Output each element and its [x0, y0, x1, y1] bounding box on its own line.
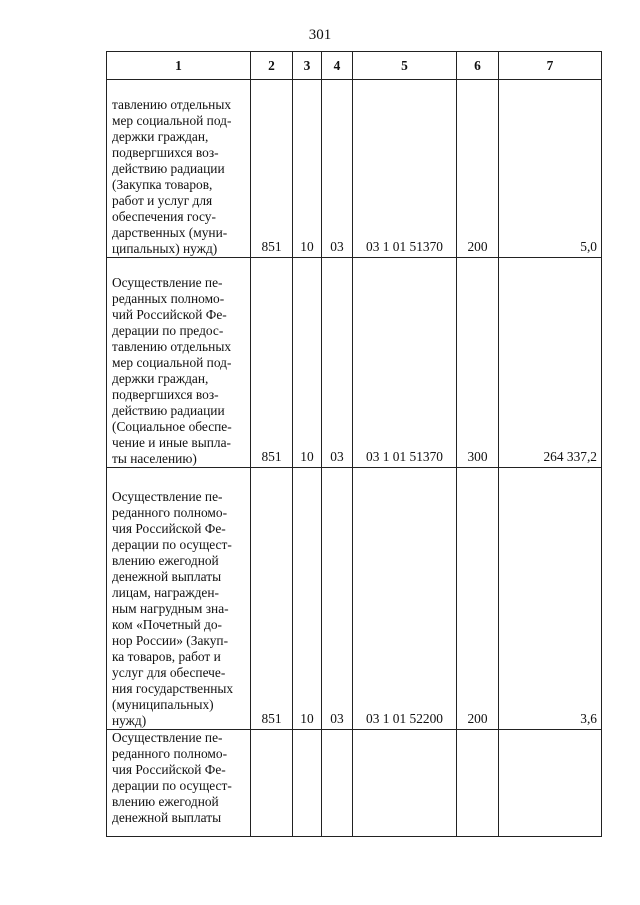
cell-section: 10	[293, 258, 322, 468]
cell-ministry-code	[251, 730, 293, 837]
cell-subsection: 03	[322, 258, 353, 468]
column-header-5: 5	[353, 52, 457, 80]
budget-table	[106, 51, 602, 837]
column-header-1: 1	[107, 52, 251, 80]
column-header-4: 4	[322, 52, 353, 80]
column-header-2: 2	[251, 52, 293, 80]
table-row	[107, 468, 602, 730]
cell-target-article	[353, 730, 457, 837]
cell-amount: 5,0	[499, 80, 602, 258]
column-header-3: 3	[293, 52, 322, 80]
cell-ministry-code: 851	[251, 468, 293, 730]
row-description: Осуществление пе- реданного полномо- чия Российской Фе- дерации по осущест- влению ежегодной денежной выплаты лицам, награжден- ным нагрудным зна- ком «Почетный до- нор России» (Закуп- ка товаров, работ и услуг для обеспече- ния государственных (муниципальных) нужд)	[107, 468, 251, 730]
column-header-7: 7	[499, 52, 602, 80]
cell-expense-type: 300	[457, 258, 499, 468]
cell-target-article: 03 1 01 52200	[353, 468, 457, 730]
row-description: тавлению отдельных мер социальной под- держки граждан, подвергшихся воз- действию радиации (Закупка товаров, работ и услуг для обеспечения госу- дарственных (муни- ципальных) нужд)	[107, 80, 251, 258]
cell-section: 10	[293, 468, 322, 730]
cell-subsection: 03	[322, 80, 353, 258]
table-header-row	[107, 52, 602, 80]
row-description: Осуществление пе- реданного полномо- чия Российской Фе- дерации по осущест- влению ежегодной денежной выплаты	[107, 730, 251, 837]
cell-subsection	[322, 730, 353, 837]
cell-expense-type: 200	[457, 468, 499, 730]
cell-expense-type: 200	[457, 80, 499, 258]
cell-section: 10	[293, 80, 322, 258]
column-header-6: 6	[457, 52, 499, 80]
page-number: 301	[308, 27, 332, 43]
cell-amount: 3,6	[499, 468, 602, 730]
cell-target-article: 03 1 01 51370	[353, 258, 457, 468]
cell-ministry-code: 851	[251, 258, 293, 468]
cell-subsection: 03	[322, 468, 353, 730]
cell-amount: 264 337,2	[499, 258, 602, 468]
table-row	[107, 258, 602, 468]
cell-expense-type	[457, 730, 499, 837]
table-row	[107, 730, 602, 837]
cell-ministry-code: 851	[251, 80, 293, 258]
row-description: Осуществление пе- реданных полномо- чий Российской Фе- дерации по предос- тавлению отдельных мер социальной под- держки граждан, подвергшихся воз- действию радиации (Социальное обеспе- чение и иные выпла- ты населению)	[107, 258, 251, 468]
cell-amount	[499, 730, 602, 837]
table-row	[107, 80, 602, 258]
cell-target-article: 03 1 01 51370	[353, 80, 457, 258]
cell-section	[293, 730, 322, 837]
